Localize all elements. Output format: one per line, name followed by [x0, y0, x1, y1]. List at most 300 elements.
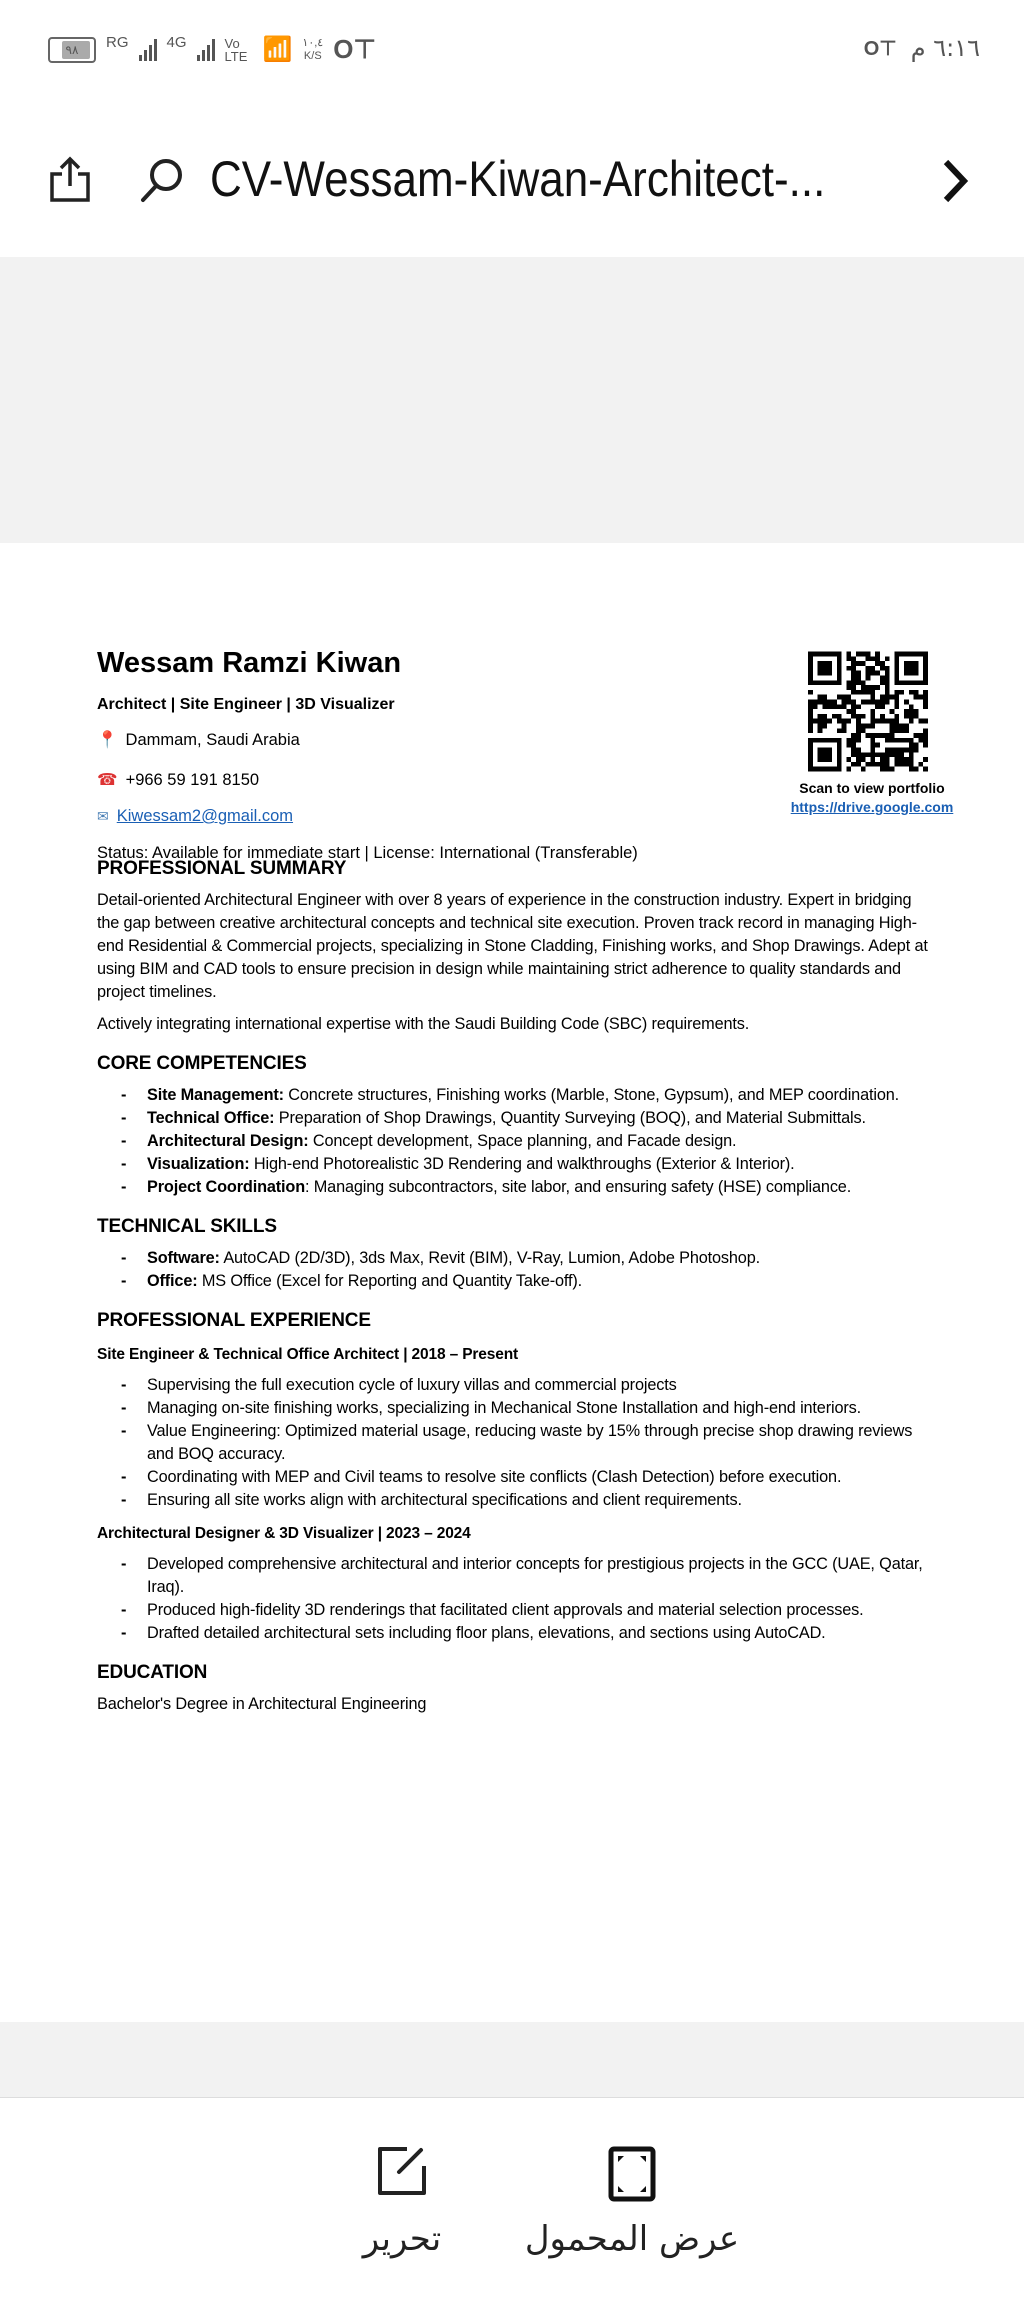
qr-module	[842, 724, 847, 729]
list-item: - Coordinating with MEP and Civil teams to resolve site conflicts (Clash Detection) before execution.	[97, 1466, 935, 1489]
list-item: - Managing on-site finishing works, specializing in Mechanical Stone Installation and high-end interiors.	[97, 1397, 935, 1420]
qr-module	[885, 752, 890, 757]
competencies-list	[97, 1084, 935, 1199]
qr-module	[870, 656, 875, 661]
mobile-view-icon	[608, 2146, 656, 2202]
qr-module	[832, 700, 837, 705]
key-icon: O⊤	[863, 37, 897, 60]
qr-module	[861, 700, 866, 705]
qr-module	[856, 661, 861, 666]
qr-module	[894, 714, 899, 719]
qr-module	[846, 685, 851, 690]
qr-module	[894, 690, 899, 695]
volte-label: Vo LTE	[224, 35, 248, 64]
qr-module	[856, 714, 861, 719]
qr-module	[851, 752, 856, 757]
qr-module	[885, 666, 890, 671]
qr-module	[909, 748, 914, 753]
key-icon: O⊤	[333, 34, 377, 64]
qr-module	[837, 704, 842, 709]
qr-module	[890, 767, 895, 772]
qr-module	[861, 714, 866, 719]
qr-module	[875, 743, 880, 748]
qr-module	[880, 666, 885, 671]
qr-module	[866, 690, 871, 695]
qr-module	[870, 762, 875, 767]
qr-module	[856, 704, 861, 709]
qr-module	[899, 738, 904, 743]
qr-module	[909, 738, 914, 743]
qr-module	[832, 704, 837, 709]
competencies-heading: CORE COMPETENCIES	[97, 1053, 307, 1074]
qr-module	[890, 695, 895, 700]
qr-module	[880, 762, 885, 767]
list-item: - Office: MS Office (Excel for Reporting and Quantity Take-off).	[97, 1270, 935, 1293]
qr-module	[851, 671, 856, 676]
job-duties	[97, 1553, 935, 1645]
qr-module	[904, 738, 909, 743]
qr-module	[885, 762, 890, 767]
qr-module	[894, 695, 899, 700]
qr-module	[890, 748, 895, 753]
qr-module	[842, 719, 847, 724]
qr-module	[885, 685, 890, 690]
qr-module	[885, 690, 890, 695]
qr-module	[909, 757, 914, 762]
skills-list	[97, 1247, 935, 1293]
qr-module	[909, 743, 914, 748]
qr-module	[923, 757, 928, 762]
qr-module	[822, 695, 827, 700]
qr-module	[894, 728, 899, 733]
qr-module	[870, 671, 875, 676]
qr-module	[899, 748, 904, 753]
qr-module	[909, 719, 914, 724]
qr-module	[861, 757, 866, 762]
qr-module	[842, 700, 847, 705]
status-bar: ٩٨ RG 4G Vo LTE 📶 ١٠,٤ K/S O⊤ O⊤ ٦:١٦ م	[0, 28, 1024, 72]
qr-module	[918, 695, 923, 700]
list-item: - Ensuring all site works align with architectural specifications and client requirements.	[97, 1489, 935, 1512]
qr-module	[899, 752, 904, 757]
page-gap	[0, 257, 1024, 543]
job-duties	[97, 1374, 935, 1512]
qr-module	[846, 743, 851, 748]
qr-module	[837, 695, 842, 700]
qr-module	[885, 748, 890, 753]
qr-module	[875, 733, 880, 738]
education-degree: Bachelor's Degree in Architectural Engineering	[97, 1695, 427, 1713]
share-icon[interactable]	[48, 156, 92, 204]
sim1-label: RG	[106, 34, 129, 51]
qr-module	[851, 690, 856, 695]
cv-subtitle: Architect | Site Engineer | 3D Visualizer	[97, 696, 395, 713]
qr-module	[923, 743, 928, 748]
qr-module	[880, 719, 885, 724]
qr-module	[846, 680, 851, 685]
qr-module	[851, 743, 856, 748]
qr-module	[837, 719, 842, 724]
qr-module	[851, 661, 856, 666]
qr-module	[870, 733, 875, 738]
qr-module	[890, 738, 895, 743]
qr-module	[851, 709, 856, 714]
search-icon[interactable]	[138, 156, 186, 204]
wifi-icon: 📶	[262, 36, 293, 63]
qr-module	[875, 661, 880, 666]
qr-module	[914, 743, 919, 748]
qr-module	[846, 700, 851, 705]
qr-module	[813, 700, 818, 705]
qr-module	[856, 762, 861, 767]
qr-module	[894, 724, 899, 729]
qr-module	[894, 752, 899, 757]
skills-heading: TECHNICAL SKILLS	[97, 1216, 277, 1237]
qr-module	[909, 767, 914, 772]
qr-module	[880, 767, 885, 772]
qr-module	[880, 714, 885, 719]
edit-button[interactable]	[352, 2146, 452, 2259]
qr-module	[808, 690, 813, 695]
qr-module	[856, 752, 861, 757]
qr-module	[842, 728, 847, 733]
qr-module	[870, 695, 875, 700]
qr-module	[885, 757, 890, 762]
qr-module	[808, 728, 813, 733]
signal-icon	[197, 39, 215, 61]
list-item: - Produced high-fidelity 3D renderings that facilitated client approvals and material selection processes.	[97, 1599, 935, 1622]
qr-module	[866, 656, 871, 661]
qr-module	[894, 757, 899, 762]
qr-module	[890, 752, 895, 757]
qr-module	[870, 738, 875, 743]
qr-module	[866, 666, 871, 671]
qr-module	[861, 752, 866, 757]
qr-module	[870, 690, 875, 695]
qr-module	[866, 676, 871, 681]
top-toolbar	[0, 140, 1024, 220]
qr-module	[894, 738, 899, 743]
edit-label: تحرير	[362, 2219, 442, 2259]
qr-module	[808, 724, 813, 729]
qr-module	[880, 704, 885, 709]
qr-module	[914, 767, 919, 772]
qr-module	[837, 728, 842, 733]
qr-module	[827, 700, 832, 705]
qr-module	[846, 757, 851, 762]
list-item: - Project Coordination: Managing subcontractors, site labor, and ensuring safety (HSE) compliance.	[97, 1176, 935, 1199]
qr-module	[861, 652, 866, 657]
qr-module	[885, 695, 890, 700]
qr-caption: Scan to view portfolio	[799, 780, 945, 796]
qr-module	[861, 690, 866, 695]
qr-module	[851, 685, 856, 690]
qr-module	[832, 714, 837, 719]
qr-module	[914, 733, 919, 738]
list-item: - Software: AutoCAD (2D/3D), 3ds Max, Revit (BIM), V-Ray, Lumion, Adobe Photoshop.	[97, 1247, 935, 1270]
qr-module	[846, 695, 851, 700]
portfolio-link[interactable]: https://drive.google.com	[790, 799, 954, 815]
qr-module	[890, 733, 895, 738]
qr-module	[870, 743, 875, 748]
qr-module	[813, 704, 818, 709]
qr-module	[837, 714, 842, 719]
qr-module	[875, 762, 880, 767]
qr-module	[851, 733, 856, 738]
list-item: - Visualization: High-end Photorealistic 3D Rendering and walkthroughs (Exterior & Interior).	[97, 1153, 935, 1176]
qr-module	[856, 728, 861, 733]
qr-module	[923, 704, 928, 709]
qr-module	[885, 656, 890, 661]
qr-module	[909, 704, 914, 709]
qr-module	[909, 752, 914, 757]
qr-module	[861, 728, 866, 733]
qr-module	[822, 719, 827, 724]
qr-module	[923, 695, 928, 700]
qr-module	[880, 700, 885, 705]
page-gap	[0, 2022, 1024, 2098]
qr-module	[851, 680, 856, 685]
summary-heading: PROFESSIONAL SUMMARY	[97, 858, 347, 879]
qr-module	[885, 671, 890, 676]
qr-module	[866, 752, 871, 757]
qr-module	[923, 767, 928, 772]
qr-module	[866, 700, 871, 705]
qr-module	[846, 666, 851, 671]
battery-icon: ٩٨	[48, 37, 96, 63]
email	[97, 807, 293, 826]
qr-module	[870, 714, 875, 719]
qr-module	[894, 700, 899, 705]
cv-name: Wessam Ramzi Kiwan	[97, 647, 402, 679]
qr-module	[870, 719, 875, 724]
qr-module	[870, 757, 875, 762]
phone: ☎ +966 59 191 8150	[97, 770, 260, 789]
qr-module	[875, 671, 880, 676]
qr-module	[899, 757, 904, 762]
qr-module	[856, 671, 861, 676]
qr-module	[808, 714, 813, 719]
qr-module	[918, 719, 923, 724]
qr-module	[870, 685, 875, 690]
qr-module	[890, 724, 895, 729]
qr-module	[846, 652, 851, 657]
qr-module	[866, 733, 871, 738]
qr-module	[842, 704, 847, 709]
qr-module	[822, 724, 827, 729]
qr-module	[914, 714, 919, 719]
qr-module	[890, 709, 895, 714]
experience-heading: PROFESSIONAL EXPERIENCE	[97, 1310, 371, 1331]
document-title: CV-Wessam-Kiwan-Architect-...	[210, 151, 826, 207]
qr-module	[880, 680, 885, 685]
qr-module	[885, 733, 890, 738]
phone-icon: ☎	[97, 771, 118, 789]
qr-module	[856, 719, 861, 724]
qr-module	[822, 714, 827, 719]
qr-module	[870, 709, 875, 714]
qr-module	[846, 719, 851, 724]
qr-module	[885, 738, 890, 743]
qr-module	[890, 728, 895, 733]
qr-module	[856, 757, 861, 762]
qr-module	[914, 709, 919, 714]
qr-module	[890, 719, 895, 724]
qr-module	[870, 748, 875, 753]
list-item: - Drafted detailed architectural sets including floor plans, elevations, and sections using AutoCAD.	[97, 1622, 935, 1645]
qr-module	[866, 685, 871, 690]
qr-module	[856, 652, 861, 657]
qr-module	[899, 690, 904, 695]
qr-module	[870, 666, 875, 671]
qr-module	[885, 676, 890, 681]
qr-module	[904, 709, 909, 714]
list-item: - Developed comprehensive architectural and interior concepts for prestigious projects in the GCC (UAE, Qatar, Iraq).	[97, 1553, 935, 1599]
qr-module	[904, 762, 909, 767]
qr-module	[904, 700, 909, 705]
qr-module	[875, 700, 880, 705]
location: 📍 Dammam, Saudi Arabia	[97, 731, 300, 749]
qr-module	[851, 748, 856, 753]
qr-module	[808, 719, 813, 724]
qr-module	[914, 695, 919, 700]
qr-module	[875, 719, 880, 724]
list-item: - Value Engineering: Optimized material usage, reducing waste by 15% through precise shop drawing reviews and BOQ accuracy.	[97, 1420, 935, 1466]
qr-module	[866, 671, 871, 676]
qr-module	[861, 661, 866, 666]
qr-module	[909, 762, 914, 767]
qr-module	[885, 700, 890, 705]
qr-module	[870, 752, 875, 757]
qr-module	[827, 704, 832, 709]
qr-module	[870, 700, 875, 705]
qr-module	[880, 752, 885, 757]
qr-module	[846, 767, 851, 772]
qr-module	[856, 724, 861, 729]
qr-module	[918, 733, 923, 738]
qr-module	[923, 738, 928, 743]
qr-module	[880, 733, 885, 738]
signal-icon	[139, 39, 157, 61]
list-item: - Site Management: Concrete structures, Finishing works (Marble, Stone, Gypsum), and MEP coordination.	[97, 1084, 935, 1107]
qr-module	[822, 700, 827, 705]
qr-module	[875, 685, 880, 690]
qr-module	[856, 680, 861, 685]
qr-module	[918, 762, 923, 767]
sim2-label: 4G	[166, 34, 187, 51]
qr-module	[904, 724, 909, 729]
qr-module	[904, 757, 909, 762]
pin-icon: 📍	[97, 731, 118, 749]
qr-module	[866, 762, 871, 767]
qr-module	[822, 704, 827, 709]
list-item: - Supervising the full execution cycle of luxury villas and commercial projects	[97, 1374, 935, 1397]
qr-module	[923, 733, 928, 738]
email-link[interactable]: Kiwessam2@gmail.com	[116, 807, 294, 825]
qr-module	[866, 652, 871, 657]
qr-module	[851, 738, 856, 743]
qr-module	[894, 704, 899, 709]
qr-module	[870, 724, 875, 729]
qr-module	[875, 652, 880, 657]
qr-module	[894, 748, 899, 753]
qr-module	[880, 695, 885, 700]
qr-module	[856, 748, 861, 753]
qr-module	[909, 709, 914, 714]
qr-module	[909, 690, 914, 695]
clock: ٦:١٦ م	[910, 34, 980, 62]
qr-module	[885, 719, 890, 724]
qr-module	[923, 728, 928, 733]
qr-module	[885, 767, 890, 772]
qr-module	[818, 719, 823, 724]
qr-module	[818, 700, 823, 705]
qr-module	[904, 748, 909, 753]
qr-module	[808, 709, 813, 714]
qr-module	[885, 680, 890, 685]
qr-module	[827, 719, 832, 724]
qr-module	[880, 661, 885, 666]
mobile-view-button[interactable]	[522, 2146, 742, 2259]
bottom-action-bar	[0, 2098, 1024, 2309]
qr-module	[866, 724, 871, 729]
qr-module	[914, 690, 919, 695]
qr-module	[851, 666, 856, 671]
qr-module	[846, 656, 851, 661]
qr-module	[923, 700, 928, 705]
qr-module	[861, 724, 866, 729]
qr-module	[861, 680, 866, 685]
qr-module	[861, 767, 866, 772]
status-line: Status: Available for immediate start | License: International (Transferable)	[97, 844, 638, 862]
list-item: - Technical Office: Preparation of Shop Drawings, Quantity Surveying (BOQ), and Material Submittals.	[97, 1107, 935, 1130]
qr-module	[923, 719, 928, 724]
qr-module	[851, 676, 856, 681]
qr-module	[894, 719, 899, 724]
chevron-right-icon[interactable]	[940, 158, 970, 204]
edit-icon	[377, 2146, 427, 2196]
qr-module	[808, 700, 813, 705]
job-title: Architectural Designer & 3D Visualizer | 2023 – 2024	[97, 1525, 471, 1542]
email-icon: ✉	[97, 808, 109, 824]
qr-module	[923, 690, 928, 695]
qr-module	[846, 709, 851, 714]
qr-code[interactable]	[808, 650, 928, 773]
education-heading: EDUCATION	[97, 1662, 208, 1683]
qr-module	[909, 714, 914, 719]
qr-module	[875, 752, 880, 757]
qr-module	[894, 762, 899, 767]
summary-paragraph: Detail-oriented Architectural Engineer with over 8 years of experience in the construction industry. Expert in bridging the gap between creative architectural concepts and technical site execution. Proven track record in managing High-end Residential & Commercial projects, specializing in Stone Cladding, Finishing works, and Shop Drawings. Adept at using BIM and CAD tools to ensure precision in design while maintaining strict adherence to quality standards and project timelines.	[97, 891, 928, 1001]
qr-module	[856, 676, 861, 681]
qr-module	[899, 762, 904, 767]
qr-module	[851, 656, 856, 661]
qr-module	[818, 695, 823, 700]
qr-module	[856, 690, 861, 695]
mobile-view-label: عرض المحمول	[524, 2219, 740, 2259]
qr-module	[899, 728, 904, 733]
qr-module	[856, 733, 861, 738]
cv-body	[97, 841, 935, 1725]
qr-module	[904, 714, 909, 719]
qr-module	[861, 685, 866, 690]
qr-module	[851, 762, 856, 767]
qr-module	[875, 704, 880, 709]
qr-module	[851, 700, 856, 705]
qr-module	[818, 724, 823, 729]
qr-module	[880, 757, 885, 762]
qr-module	[851, 704, 856, 709]
